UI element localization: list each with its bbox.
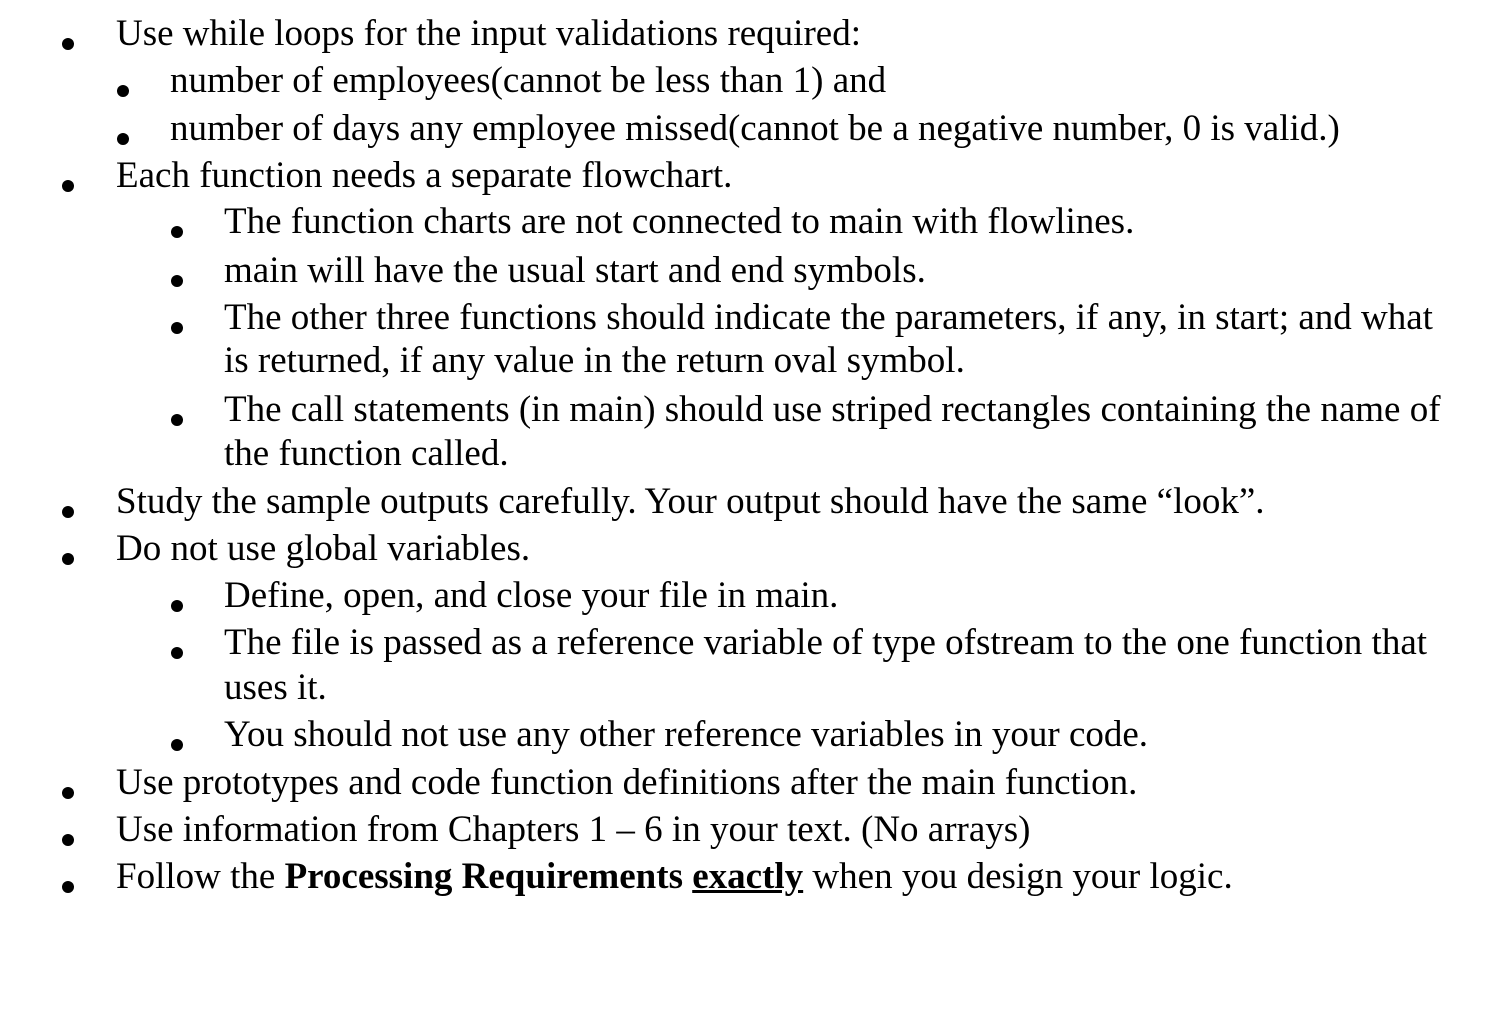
- list-item-text: Each function needs a separate flowchart.: [116, 155, 733, 196]
- list-item-text: The call statements (in main) should use striped rectangles containing the name of: [224, 389, 1441, 430]
- bullet-icon: [62, 881, 74, 893]
- text-run: when you design your logic.: [803, 856, 1233, 897]
- bullet-icon: [171, 739, 183, 751]
- list-item-text: The file is passed as a reference variable of type ofstream to the one function that: [224, 622, 1428, 663]
- list-item-text: [116, 855, 1233, 898]
- text-run: [683, 856, 692, 897]
- bullet-icon: [62, 180, 74, 192]
- bold-text: Processing Requirements: [284, 856, 683, 897]
- list-item-text: number of days any employee missed(cannot be a negative number, 0 is valid.): [170, 108, 1340, 149]
- bullet-icon: [171, 322, 183, 334]
- bullet-icon: [171, 600, 183, 612]
- text-run: Follow the: [116, 856, 285, 897]
- list-item-text: Use while loops for the input validations required:: [116, 13, 861, 54]
- list-item-text: Do not use global variables.: [116, 528, 531, 569]
- list-item-text: is returned, if any value in the return oval symbol.: [224, 340, 965, 381]
- list-item-text: The function charts are not connected to main with flowlines.: [224, 201, 1135, 242]
- bullet-icon: [117, 133, 129, 145]
- list-item-text: The other three functions should indicate the parameters, if any, in start; and what: [224, 297, 1433, 338]
- list-item-text: You should not use any other reference variables in your code.: [224, 714, 1149, 755]
- list-item-text: Study the sample outputs carefully. Your output should have the same “look”.: [116, 481, 1265, 522]
- bullet-icon: [62, 834, 74, 846]
- bullet-icon: [171, 647, 183, 659]
- bullet-icon: [62, 553, 74, 565]
- bullet-icon: [171, 226, 183, 238]
- clipped-previous-line: [0, 0, 1498, 7]
- list-item-text: Use information from Chapters 1 – 6 in your text. (No arrays): [116, 809, 1031, 850]
- bullet-icon: [171, 414, 183, 426]
- list-item-text: main will have the usual start and end symbols.: [224, 250, 926, 291]
- bullet-icon: [62, 787, 74, 799]
- list-item-text: Define, open, and close your file in main.: [224, 575, 839, 616]
- bullet-icon: [171, 275, 183, 287]
- list-item-text: Use prototypes and code function definitions after the main function.: [116, 762, 1138, 803]
- list-item-text: uses it.: [224, 667, 327, 708]
- bold-underlined-text: exactly: [692, 856, 804, 897]
- list-item-text: number of employees(cannot be less than 1) and: [170, 60, 887, 101]
- bullet-icon: [117, 85, 129, 97]
- list-item-text: the function called.: [224, 433, 509, 474]
- bullet-icon: [62, 506, 74, 518]
- bullet-icon: [62, 38, 74, 50]
